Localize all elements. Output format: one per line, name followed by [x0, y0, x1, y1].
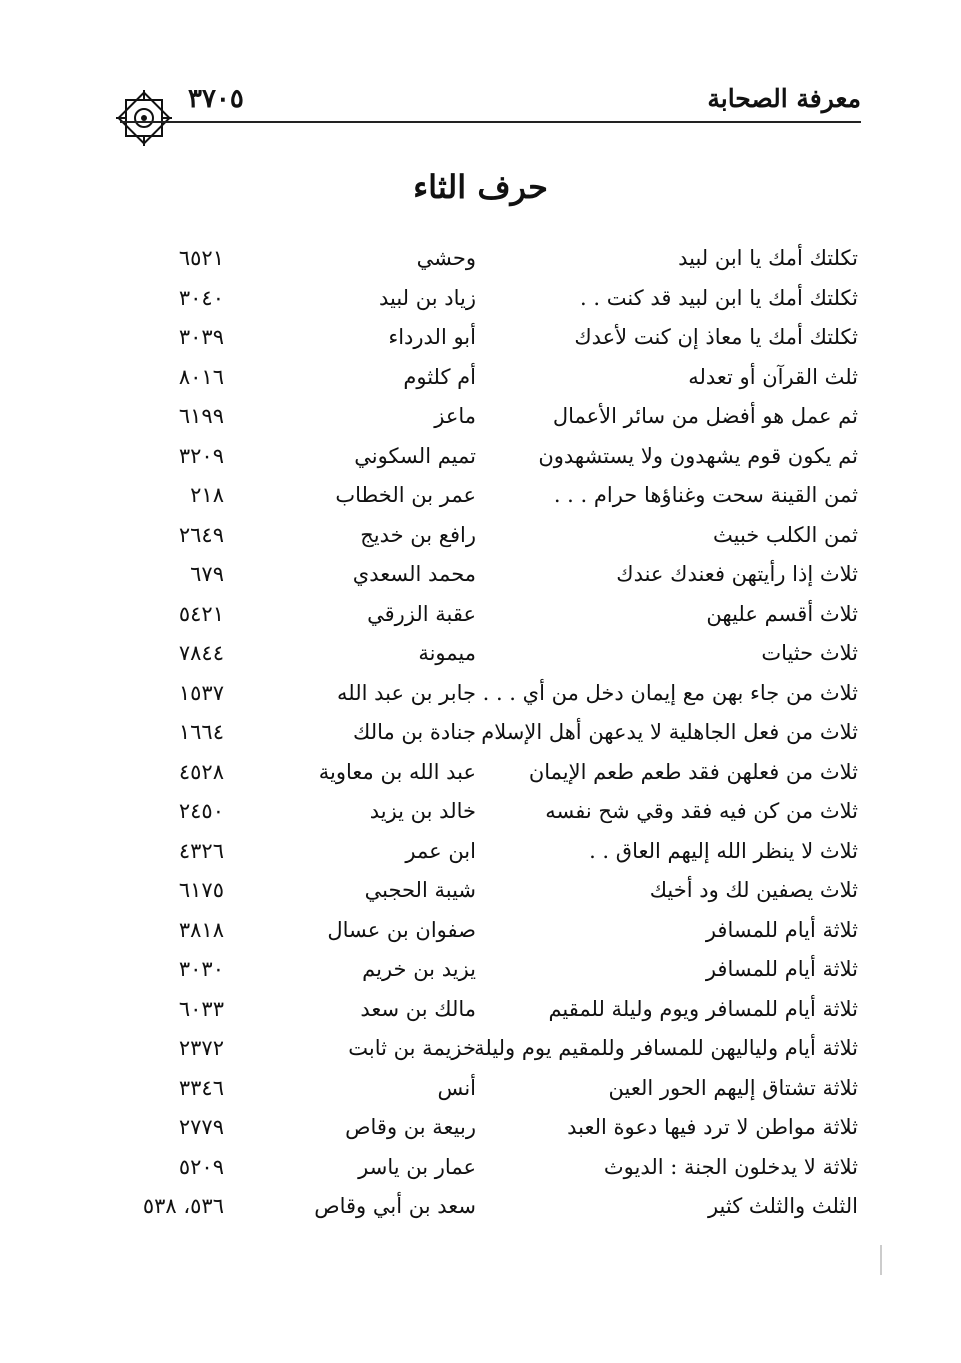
- hadith-number: ٧٨٤٤: [178, 641, 224, 665]
- index-row: [0, 760, 961, 794]
- index-row: [0, 523, 961, 557]
- hadith-number: ٣٨١٨: [178, 917, 224, 942]
- narrator-name: تميم السكوني: [354, 443, 476, 468]
- hadith-number: ٦٧٩: [190, 562, 224, 586]
- hadith-number: ٥٢٠٩: [178, 1154, 224, 1179]
- narrator-name: أبو الدرداء: [388, 325, 476, 349]
- hadith-number: ١٦٦٤: [178, 720, 224, 744]
- hadith-text: ثلاث من كن فيه فقد وقي شح نفسه: [545, 799, 858, 823]
- index-row: [0, 483, 961, 517]
- narrator-name: وحشي: [416, 246, 476, 270]
- hadith-text: ثلاثة أيام للمسافر: [705, 917, 858, 942]
- index-row: [0, 839, 961, 873]
- index-row: [0, 720, 961, 754]
- section-title: حرف الثاء: [413, 168, 548, 206]
- hadith-number: ٢١٨: [190, 483, 224, 507]
- narrator-name: جنادة بن مالك: [353, 720, 476, 744]
- index-row: [0, 997, 961, 1031]
- narrator-name: ماعز: [434, 404, 476, 428]
- hadith-number: ٣٠٣٩: [178, 325, 224, 349]
- index-row: [0, 1076, 961, 1110]
- index-row: [0, 325, 961, 359]
- narrator-name: خزيمة بن ثابت: [348, 1036, 476, 1060]
- narrator-name: مالك بن سعد: [360, 996, 476, 1021]
- hadith-text: الثلث والثلث كثير: [707, 1194, 858, 1218]
- hadith-number: ٤٥٢٨: [178, 759, 224, 784]
- hadith-text: ثلاث إذا رأيتهن فعندك عندك: [616, 562, 858, 586]
- hadith-text: ثمن القينة سحت وغناؤها حرام . . .: [553, 483, 858, 507]
- hadith-number: ٣٠٤٠: [178, 285, 224, 310]
- hadith-text: ثلاث من جاء بهن مع إيمان دخل من أي . . .: [482, 680, 858, 705]
- hadith-number: ٥٣٦، ٥٣٨: [142, 1194, 224, 1218]
- narrator-name: محمد السعدي: [352, 562, 476, 586]
- hadith-text: ثلاثة أيام للمسافر: [705, 957, 858, 981]
- hadith-text: ثلاثة لا يدخلون الجنة : الديوث: [603, 1154, 858, 1179]
- hadith-text: ثلاثة أيام ولياليهن للمسافر وللمقيم يوم وليلة: [474, 1036, 858, 1060]
- hadith-text: ثم يكون قوم يشهدون ولا يستشهدون: [538, 443, 858, 468]
- hadith-number: ٦٠٣٣: [178, 996, 224, 1021]
- narrator-name: ابن عمر: [405, 838, 476, 863]
- narrator-name: رافع بن خديج: [360, 522, 476, 547]
- hadith-number: ٣٣٤٦: [178, 1075, 224, 1100]
- hadith-text: تكلتك أمك يا ابن لبيد: [678, 246, 858, 270]
- hadith-text: ثم عمل هو أفضل من سائر الأعمال: [552, 404, 858, 428]
- page-number: ٣٧٠٥: [188, 84, 244, 114]
- narrator-name: ربيعة بن وقاص: [345, 1115, 476, 1139]
- index-row: [0, 878, 961, 912]
- narrator-name: يزيد بن خريم: [362, 957, 476, 981]
- index-row: [0, 1115, 961, 1149]
- index-row: [0, 1155, 961, 1189]
- running-title: معرفة الصحابة: [707, 84, 861, 113]
- hadith-number: ٢٣٧٢: [178, 1036, 224, 1060]
- index-row: [0, 404, 961, 438]
- index-row: [0, 918, 961, 952]
- hadith-text: ثلاث يصفين لك ود أخيك: [649, 878, 858, 902]
- hadith-text: ثلاث أقسم عليهن: [706, 601, 858, 626]
- index-row: [0, 1036, 961, 1070]
- narrator-name: عقبة الزرقي: [367, 601, 476, 626]
- index-row: [0, 1194, 961, 1228]
- hadith-number: ٣٢٠٩: [178, 443, 224, 468]
- hadith-number: ٦١٧٥: [178, 878, 224, 902]
- hadith-text: ثلاث من فعلهن فقد طعم طعم الإيمان: [528, 759, 858, 784]
- hadith-number: ٦٥٢١: [178, 246, 224, 270]
- hadith-number: ٥٤٢١: [178, 601, 224, 626]
- index-row: [0, 444, 961, 478]
- index-row: [0, 562, 961, 596]
- hadith-number: ٦١٩٩: [178, 404, 224, 428]
- narrator-name: ميمونة: [418, 641, 476, 665]
- hadith-number: ٢٤٥٠: [178, 799, 224, 823]
- hadith-number: ٣٠٣٠: [178, 957, 224, 981]
- hadith-text: ثلاث حثيات: [761, 641, 858, 665]
- index-row: [0, 641, 961, 675]
- index-row: [0, 957, 961, 991]
- hadith-text: ثلاثة تشتاق إليهم الحور العين: [608, 1075, 858, 1100]
- hadith-text: ثلث القرآن أو تعدله: [688, 364, 858, 389]
- hadith-number: ٤٣٢٦: [178, 838, 224, 863]
- hadith-text: ثلاثة مواطن لا ترد فيها دعوة العبد: [567, 1115, 858, 1139]
- hadith-text: ثكلتك أمك يا ابن لبيد قد كنت . .: [580, 285, 858, 310]
- narrator-name: عمر بن الخطاب: [335, 483, 476, 507]
- index-row: [0, 602, 961, 636]
- narrator-name: أنس: [437, 1075, 476, 1100]
- narrator-name: صفوان بن عسال: [327, 917, 476, 942]
- narrator-name: زياد بن لبيد: [378, 285, 476, 310]
- hadith-text: ثلاثة أيام للمسافر ويوم وليلة للمقيم: [548, 996, 858, 1021]
- narrator-name: عبد الله بن معاوية: [318, 759, 476, 784]
- margin-mark: [880, 1245, 882, 1275]
- narrator-name: عمار بن ياسر: [358, 1154, 476, 1179]
- hadith-text: ثلاث من فعل الجاهلية لا يدعهن أهل الإسلام: [481, 720, 858, 744]
- narrator-name: شيبة الحجبي: [364, 878, 476, 902]
- narrator-name: خالد بن يزيد: [369, 799, 476, 823]
- index-row: [0, 681, 961, 715]
- narrator-name: سعد بن أبي وقاص: [314, 1194, 476, 1218]
- hadith-number: ٢٦٤٩: [178, 522, 224, 547]
- hadith-text: ثكلتك أمك يا معاذ إن كنت لأعدك: [574, 325, 858, 349]
- hadith-number: ٢٧٧٩: [178, 1115, 224, 1139]
- index-row: [0, 286, 961, 320]
- narrator-name: أم كلثوم: [403, 364, 476, 389]
- index-row: [0, 799, 961, 833]
- hadith-number: ٨٠١٦: [178, 364, 224, 389]
- index-row: [0, 246, 961, 280]
- hadith-number: ١٥٣٧: [178, 680, 224, 705]
- index-row: [0, 365, 961, 399]
- hadith-text: ثلاث لا ينظر الله إليهم العاق . .: [589, 838, 858, 863]
- hadith-text: ثمن الكلب خبيث: [712, 522, 858, 547]
- narrator-name: جابر بن عبد الله: [336, 680, 476, 705]
